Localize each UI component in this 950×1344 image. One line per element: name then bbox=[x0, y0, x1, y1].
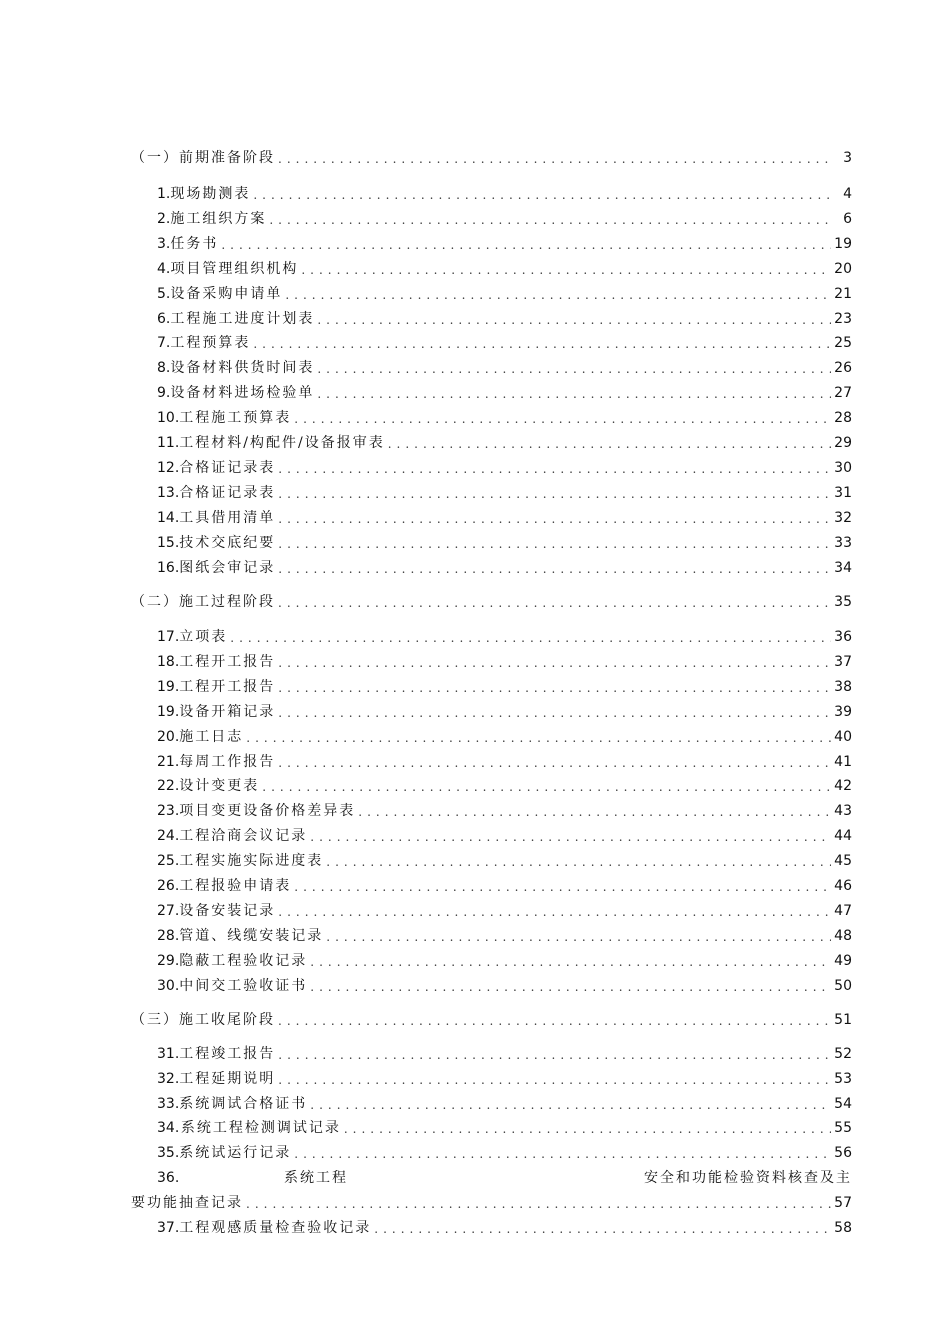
page-number: 58 bbox=[834, 1220, 852, 1236]
page-number: 54 bbox=[834, 1095, 852, 1112]
page-number: 57 bbox=[834, 1195, 852, 1211]
toc-item[interactable] bbox=[157, 898, 852, 920]
item-title: 设备材料供货时间表 bbox=[170, 360, 315, 377]
item-number: 19. bbox=[157, 703, 180, 720]
toc-item[interactable] bbox=[157, 281, 852, 303]
item-title-continued: 要功能抽查记录 bbox=[131, 1195, 243, 1211]
item-title: 设备开箱记录 bbox=[179, 703, 276, 720]
page-number: 20 bbox=[834, 260, 852, 277]
page-number: 35 bbox=[834, 594, 852, 610]
item-title: 系统调试合格证书 bbox=[179, 1095, 308, 1112]
leader-dots bbox=[230, 630, 831, 646]
item-number: 27. bbox=[157, 902, 180, 919]
leader-dots bbox=[278, 511, 831, 527]
item-number: 29. bbox=[157, 952, 180, 969]
page-number: 23 bbox=[834, 310, 852, 327]
leader-dots bbox=[317, 386, 831, 402]
toc-item[interactable] bbox=[157, 973, 852, 995]
item-number: 14. bbox=[157, 509, 180, 526]
leader-dots bbox=[278, 486, 831, 502]
page-number: 51 bbox=[834, 1012, 852, 1028]
item-title: 隐蔽工程验收记录 bbox=[179, 952, 308, 969]
item-number: 24. bbox=[157, 828, 180, 845]
item-title: 项目变更设备价格差异表 bbox=[179, 803, 356, 820]
item-title: 工程施工预算表 bbox=[179, 410, 292, 427]
page-number: 28 bbox=[834, 410, 852, 427]
page-number: 34 bbox=[834, 559, 852, 576]
item-number: 15. bbox=[157, 534, 180, 551]
item-number: 30. bbox=[157, 977, 180, 994]
item-title: 图纸会审记录 bbox=[179, 559, 276, 576]
item-number: 7. bbox=[157, 335, 171, 352]
leader-dots bbox=[358, 804, 831, 820]
toc-item[interactable] bbox=[157, 699, 852, 721]
toc-item[interactable] bbox=[157, 773, 852, 795]
item-number: 25. bbox=[157, 853, 180, 870]
item-number: 28. bbox=[157, 927, 180, 944]
leader-dots bbox=[278, 595, 831, 611]
item-title: 现场勘测表 bbox=[170, 186, 251, 202]
item-number: 1. bbox=[157, 186, 171, 202]
toc-item[interactable] bbox=[157, 848, 852, 870]
page-number: 42 bbox=[834, 778, 852, 795]
toc-item[interactable] bbox=[157, 555, 852, 577]
leader-dots bbox=[326, 854, 831, 870]
leader-dots bbox=[278, 655, 831, 671]
leader-dots bbox=[388, 436, 831, 452]
leader-dots bbox=[310, 954, 831, 970]
section-title: （三）施工收尾阶段 bbox=[131, 1012, 275, 1028]
item-number: 35. bbox=[157, 1145, 180, 1161]
item-number: 10. bbox=[157, 410, 180, 427]
item-title: 施工日志 bbox=[179, 728, 244, 745]
leader-dots bbox=[310, 829, 831, 845]
item-number: 33. bbox=[157, 1095, 180, 1112]
item-title: 任务书 bbox=[170, 235, 219, 252]
toc-item[interactable] bbox=[157, 181, 852, 203]
page-number: 29 bbox=[834, 435, 852, 451]
page-number: 44 bbox=[834, 828, 852, 845]
page-number: 30 bbox=[834, 459, 852, 476]
toc-section-1[interactable] bbox=[131, 145, 852, 167]
item-title: 工程施工进度计划表 bbox=[170, 310, 315, 327]
page-number: 48 bbox=[834, 927, 852, 944]
item-title: 中间交工验收证书 bbox=[179, 977, 308, 994]
leader-dots bbox=[246, 730, 831, 746]
page-number: 4 bbox=[843, 186, 852, 202]
item-title: 系统试运行记录 bbox=[179, 1145, 292, 1161]
leader-dots bbox=[344, 1121, 831, 1137]
page-number: 50 bbox=[834, 977, 852, 994]
item-number: 23. bbox=[157, 803, 180, 820]
item-number: 26. bbox=[157, 878, 180, 894]
item-number: 32. bbox=[157, 1070, 180, 1087]
leader-dots bbox=[294, 411, 831, 427]
item-number: 2. bbox=[157, 210, 171, 227]
leader-dots bbox=[374, 1221, 831, 1237]
item-title-part-2: 安全和功能检验资料核查及主 bbox=[644, 1170, 852, 1186]
page-number: 49 bbox=[834, 952, 852, 969]
toc-item[interactable] bbox=[157, 430, 852, 452]
page-number: 45 bbox=[834, 853, 852, 870]
item-number: 20. bbox=[157, 728, 180, 745]
toc-item[interactable] bbox=[157, 724, 852, 746]
item-title: 设备安装记录 bbox=[179, 902, 276, 919]
toc-item[interactable] bbox=[157, 1091, 852, 1113]
leader-dots bbox=[278, 536, 831, 552]
leader-dots bbox=[294, 879, 831, 895]
leader-dots bbox=[317, 361, 831, 377]
item-number: 5. bbox=[157, 285, 171, 302]
item-number: 21. bbox=[157, 753, 180, 770]
page-number: 37 bbox=[834, 653, 852, 670]
item-title: 合格证记录表 bbox=[179, 484, 276, 501]
item-title: 设计变更表 bbox=[179, 778, 260, 795]
leader-dots bbox=[278, 680, 831, 696]
toc-item[interactable] bbox=[157, 798, 852, 820]
leader-dots bbox=[310, 1097, 831, 1113]
toc-item[interactable] bbox=[157, 231, 852, 253]
leader-dots bbox=[278, 755, 831, 771]
item-title: 管道、线缆安装记录 bbox=[179, 927, 324, 944]
item-title: 合格证记录表 bbox=[179, 459, 276, 476]
item-title: 工程观感质量检查验收记录 bbox=[179, 1220, 372, 1236]
item-number: 17. bbox=[157, 629, 180, 645]
section-title: （一）前期准备阶段 bbox=[131, 150, 275, 166]
item-number: 18. bbox=[157, 653, 180, 670]
item-title: 立项表 bbox=[179, 629, 228, 645]
leader-dots bbox=[278, 904, 831, 920]
item-title: 工程竣工报告 bbox=[179, 1046, 276, 1062]
item-title: 每周工作报告 bbox=[179, 753, 276, 770]
leader-dots bbox=[278, 1072, 831, 1088]
page-number: 40 bbox=[834, 728, 852, 745]
item-number: 34. bbox=[157, 1120, 180, 1136]
toc-item[interactable] bbox=[157, 1041, 852, 1063]
page-number: 6 bbox=[843, 210, 852, 227]
item-title: 系统工程检测调试记录 bbox=[180, 1120, 341, 1136]
toc-item[interactable] bbox=[157, 948, 852, 970]
page-number: 53 bbox=[834, 1070, 852, 1087]
page-number: 55 bbox=[834, 1120, 852, 1136]
leader-dots bbox=[262, 779, 831, 795]
item-title: 工程报验申请表 bbox=[179, 878, 292, 894]
leader-dots bbox=[278, 1047, 831, 1063]
toc-item[interactable] bbox=[157, 624, 852, 646]
item-number: 36. bbox=[157, 1170, 180, 1186]
toc-item-35[interactable] bbox=[157, 1140, 852, 1162]
item-title: 技术交底纪要 bbox=[179, 534, 276, 551]
page-number: 39 bbox=[834, 703, 852, 720]
leader-dots bbox=[278, 561, 831, 577]
item-number: 19. bbox=[157, 678, 180, 695]
toc-item-37[interactable] bbox=[157, 1215, 852, 1237]
toc-item[interactable] bbox=[157, 480, 852, 502]
item-title: 工具借用清单 bbox=[179, 509, 276, 526]
item-title: 施工组织方案 bbox=[170, 210, 267, 227]
toc-item[interactable] bbox=[157, 649, 852, 671]
leader-dots bbox=[278, 151, 831, 167]
toc-item[interactable] bbox=[157, 206, 852, 228]
item-number: 22. bbox=[157, 778, 180, 795]
item-title: 工程开工报告 bbox=[179, 653, 276, 670]
toc-item[interactable] bbox=[157, 455, 852, 477]
item-number: 4. bbox=[157, 260, 171, 277]
leader-dots bbox=[317, 312, 831, 328]
leader-dots bbox=[285, 287, 831, 303]
toc-item[interactable] bbox=[157, 355, 852, 377]
leader-dots bbox=[253, 336, 831, 352]
page-number: 36 bbox=[834, 629, 852, 645]
page-number: 3 bbox=[843, 150, 852, 166]
leader-dots bbox=[246, 1196, 831, 1212]
item-number: 31. bbox=[157, 1046, 180, 1062]
item-title: 设备材料进场检验单 bbox=[170, 385, 315, 402]
toc-section-2[interactable] bbox=[131, 589, 852, 611]
page-number: 26 bbox=[834, 360, 852, 377]
page-number: 47 bbox=[834, 902, 852, 919]
page-number: 32 bbox=[834, 509, 852, 526]
item-title: 工程实施实际进度表 bbox=[179, 853, 324, 870]
item-number: 37. bbox=[157, 1220, 180, 1236]
page-number: 21 bbox=[834, 285, 852, 302]
toc-item[interactable] bbox=[157, 306, 852, 328]
item-title: 工程开工报告 bbox=[179, 678, 276, 695]
item-number: 6. bbox=[157, 310, 171, 327]
item-number: 16. bbox=[157, 559, 180, 576]
toc-item[interactable] bbox=[157, 674, 852, 696]
leader-dots bbox=[326, 929, 831, 945]
page-number: 52 bbox=[834, 1046, 852, 1062]
toc-item[interactable] bbox=[157, 749, 852, 771]
leader-dots bbox=[269, 212, 831, 228]
item-title: 设备采购申请单 bbox=[170, 285, 283, 302]
toc-item[interactable] bbox=[157, 923, 852, 945]
page-number: 25 bbox=[834, 335, 852, 352]
toc-item[interactable] bbox=[157, 1066, 852, 1088]
page-number: 56 bbox=[834, 1145, 852, 1161]
page-number: 33 bbox=[834, 534, 852, 551]
leader-dots bbox=[278, 1013, 831, 1029]
page-number: 31 bbox=[834, 484, 852, 501]
section-title: （二）施工过程阶段 bbox=[131, 594, 275, 610]
page-number: 41 bbox=[834, 753, 852, 770]
toc-item[interactable] bbox=[157, 405, 852, 427]
item-number: 12. bbox=[157, 459, 180, 476]
toc-item-34[interactable] bbox=[157, 1115, 852, 1137]
leader-dots bbox=[221, 237, 831, 253]
item-number: 3. bbox=[157, 235, 171, 252]
page-number: 46 bbox=[834, 878, 852, 894]
toc-item[interactable] bbox=[157, 823, 852, 845]
leader-dots bbox=[294, 1146, 831, 1162]
toc-item-36[interactable] bbox=[157, 1165, 852, 1187]
toc-item[interactable] bbox=[157, 330, 852, 352]
toc-item[interactable] bbox=[157, 380, 852, 402]
toc-item[interactable] bbox=[157, 505, 852, 527]
toc-item[interactable] bbox=[157, 873, 852, 895]
leader-dots bbox=[310, 979, 831, 995]
item-title: 工程延期说明 bbox=[179, 1070, 276, 1087]
item-title-part-1: 系统工程 bbox=[284, 1170, 348, 1186]
item-number: 11. bbox=[157, 435, 180, 451]
page-number: 38 bbox=[834, 678, 852, 695]
toc-item-36-continued[interactable] bbox=[131, 1190, 852, 1212]
toc-item[interactable] bbox=[157, 256, 852, 278]
leader-dots bbox=[278, 461, 831, 477]
item-number: 8. bbox=[157, 360, 171, 377]
item-number: 9. bbox=[157, 385, 171, 402]
item-title: 工程洽商会议记录 bbox=[179, 828, 308, 845]
leader-dots bbox=[253, 187, 831, 203]
toc-item[interactable] bbox=[157, 530, 852, 552]
leader-dots bbox=[278, 705, 831, 721]
item-title: 项目管理组织机构 bbox=[170, 260, 299, 277]
item-title: 工程材料/构配件/设备报审表 bbox=[179, 435, 385, 451]
page-number: 19 bbox=[834, 235, 852, 252]
leader-dots bbox=[301, 262, 831, 278]
item-title: 工程预算表 bbox=[170, 335, 251, 352]
item-number: 13. bbox=[157, 484, 180, 501]
toc-section-3[interactable] bbox=[131, 1007, 852, 1029]
page-number: 43 bbox=[834, 803, 852, 820]
page-number: 27 bbox=[834, 385, 852, 402]
